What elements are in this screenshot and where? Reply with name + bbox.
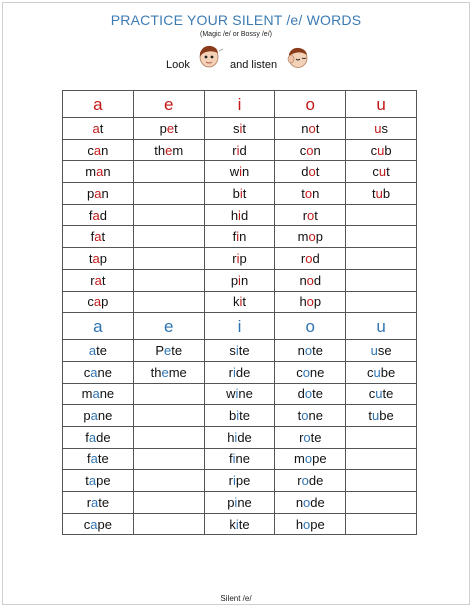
long-word-cell: cone: [275, 361, 346, 383]
page-subtitle: (Magic /e/ or Bossy /e/): [200, 31, 272, 38]
long-word-cell: cane: [63, 361, 134, 383]
long-word-cell: tube: [346, 405, 417, 427]
short-word-cell: cub: [346, 139, 417, 161]
short-word-cell: man: [63, 161, 134, 183]
long-word-cell: mane: [63, 383, 134, 405]
short-word-cell: fad: [63, 204, 134, 226]
long-word-cell: node: [275, 492, 346, 514]
short-word-cell: tub: [346, 183, 417, 205]
short-word-cell: fat: [63, 226, 134, 248]
short-word-cell: ton: [275, 183, 346, 205]
vowel-letter: a: [88, 473, 97, 489]
vowel-letter: o: [304, 451, 313, 467]
page-title: PRACTICE YOUR SILENT /e/ WORDS: [110, 12, 362, 28]
vowel-letter: u: [375, 185, 383, 201]
long-word-cell: use: [346, 340, 417, 362]
vowel-letter: o: [303, 494, 311, 510]
short-word-row: [63, 183, 417, 205]
short-vowel-header: e: [133, 91, 204, 118]
vowel-letter: i: [236, 229, 240, 245]
long-word-cell: dote: [275, 383, 346, 405]
worksheet-page: [2, 2, 470, 605]
vowel-letter: a: [92, 386, 100, 402]
vowel-letter: a: [88, 429, 97, 445]
long-word-cell: theme: [133, 361, 204, 383]
long-word-row: [63, 361, 417, 383]
vowel-letter: a: [90, 408, 98, 424]
short-word-cell: con: [275, 139, 346, 161]
vowel-letter: o: [302, 364, 310, 380]
long-word-cell: tone: [275, 405, 346, 427]
vowel-letter: a: [94, 185, 102, 201]
short-word-cell: sit: [204, 118, 275, 140]
long-word-cell: [133, 492, 204, 514]
short-word-cell: rat: [63, 269, 134, 291]
vowel-letter: o: [304, 343, 313, 359]
vowel-letter: o: [303, 516, 311, 532]
short-word-cell: pan: [63, 183, 134, 205]
vowel-letter: i: [232, 451, 236, 467]
short-word-cell: rip: [204, 248, 275, 270]
short-word-row: [63, 161, 417, 183]
short-vowel-header: u: [346, 91, 417, 118]
vowel-letter: o: [308, 120, 316, 136]
long-word-cell: [133, 383, 204, 405]
vowel-letter: i: [239, 294, 243, 310]
page-footer: Silent /e/: [220, 594, 252, 603]
short-word-row: [63, 269, 417, 291]
short-word-cell: fin: [204, 226, 275, 248]
long-word-cell: [346, 470, 417, 492]
short-word-row: [63, 291, 417, 313]
vowel-letter: i: [236, 250, 240, 266]
short-word-row: [63, 248, 417, 270]
vowel-letter: e: [161, 364, 169, 380]
long-word-row: [63, 492, 417, 514]
long-vowel-header: i: [204, 313, 275, 340]
long-vowel-header-row: [63, 313, 417, 340]
vowel-letter: u: [372, 408, 380, 424]
short-word-cell: at: [63, 118, 134, 140]
vowel-letter: o: [305, 250, 313, 266]
short-word-cell: [133, 226, 204, 248]
short-word-cell: us: [346, 118, 417, 140]
long-vowel-header: u: [346, 313, 417, 340]
long-word-cell: wine: [204, 383, 275, 405]
long-word-cell: [133, 470, 204, 492]
vowel-letter: o: [301, 473, 309, 489]
short-word-cell: can: [63, 139, 134, 161]
vowel-letter: a: [90, 364, 98, 380]
long-word-cell: [346, 492, 417, 514]
vowel-letter: a: [96, 164, 104, 180]
short-word-cell: not: [275, 118, 346, 140]
long-word-cell: pane: [63, 405, 134, 427]
vowel-letter: i: [234, 429, 238, 445]
long-word-cell: bite: [204, 405, 275, 427]
short-word-cell: pin: [204, 269, 275, 291]
short-word-cell: hop: [275, 291, 346, 313]
vowel-letter: a: [92, 250, 100, 266]
long-word-cell: [346, 426, 417, 448]
long-vowel-header: e: [133, 313, 204, 340]
vowel-letter: i: [235, 516, 239, 532]
vowel-letter: i: [235, 386, 239, 402]
short-word-cell: dot: [275, 161, 346, 183]
vowel-letter: u: [375, 386, 383, 402]
short-word-cell: [346, 291, 417, 313]
long-word-cell: Pete: [133, 340, 204, 362]
vowel-letter: i: [232, 473, 236, 489]
long-word-cell: ate: [63, 340, 134, 362]
long-vowel-header: o: [275, 313, 346, 340]
short-word-cell: [133, 183, 204, 205]
long-word-cell: site: [204, 340, 275, 362]
short-word-cell: [133, 204, 204, 226]
boy-face-icon: [197, 43, 225, 74]
short-word-cell: win: [204, 161, 275, 183]
short-word-cell: bit: [204, 183, 275, 205]
short-word-cell: mop: [275, 226, 346, 248]
long-word-cell: [133, 513, 204, 535]
vowel-letter: u: [374, 120, 382, 136]
vowel-letter: i: [236, 408, 240, 424]
long-word-cell: fade: [63, 426, 134, 448]
short-word-row: [63, 226, 417, 248]
vowel-letter: e: [163, 343, 172, 359]
vowel-letter: o: [306, 272, 314, 288]
vowel-letter: o: [306, 142, 314, 158]
vowel-letter: i: [238, 272, 241, 288]
long-word-cell: pine: [204, 492, 275, 514]
long-word-cell: rote: [275, 426, 346, 448]
short-word-cell: rid: [204, 139, 275, 161]
long-word-cell: mope: [275, 448, 346, 470]
long-word-cell: [133, 448, 204, 470]
vowel-letter: o: [307, 207, 315, 223]
listen-label: and listen: [230, 59, 278, 71]
vowel-letter: u: [377, 142, 385, 158]
long-word-row: [63, 513, 417, 535]
short-word-cell: cap: [63, 291, 134, 313]
short-word-cell: pet: [133, 118, 204, 140]
long-word-cell: tape: [63, 470, 134, 492]
short-vowel-header-row: [63, 91, 417, 118]
vowel-letter: o: [304, 185, 313, 201]
short-word-cell: [346, 269, 417, 291]
long-word-row: [63, 448, 417, 470]
long-word-cell: hope: [275, 513, 346, 535]
short-word-cell: kit: [204, 291, 275, 313]
long-word-cell: ripe: [204, 470, 275, 492]
long-word-cell: note: [275, 340, 346, 362]
long-word-cell: [133, 405, 204, 427]
vowel-letter: a: [92, 120, 100, 136]
vowel-letter: a: [90, 451, 98, 467]
long-word-row: [63, 426, 417, 448]
short-word-cell: [133, 161, 204, 183]
long-word-row: [63, 383, 417, 405]
short-word-cell: rod: [275, 248, 346, 270]
vowel-letter: u: [378, 164, 387, 180]
long-word-row: [63, 405, 417, 427]
vowel-letter: i: [236, 142, 240, 158]
vowel-letter: i: [239, 185, 243, 201]
vowel-letter: u: [370, 343, 378, 359]
vowel-letter: a: [88, 343, 97, 359]
vowel-letter: a: [94, 229, 102, 245]
long-word-cell: kite: [204, 513, 275, 535]
long-word-cell: hide: [204, 426, 275, 448]
vowel-letter: i: [239, 164, 243, 180]
long-word-cell: rate: [63, 492, 134, 514]
short-word-cell: [133, 291, 204, 313]
vowel-letter: i: [235, 343, 239, 359]
vowel-letter: a: [94, 272, 102, 288]
short-word-cell: [346, 248, 417, 270]
short-word-cell: tap: [63, 248, 134, 270]
boy-listening-icon: [285, 45, 311, 74]
vowel-letter: u: [373, 364, 381, 380]
long-word-cell: cube: [346, 361, 417, 383]
short-vowel-header: i: [204, 91, 275, 118]
short-word-cell: them: [133, 139, 204, 161]
long-word-cell: [133, 426, 204, 448]
long-word-cell: [346, 513, 417, 535]
short-word-row: [63, 204, 417, 226]
vowel-letter: o: [308, 229, 316, 245]
vowel-letter: a: [93, 294, 102, 310]
vowel-letter: o: [303, 429, 311, 445]
word-table: [62, 90, 417, 535]
long-word-cell: ride: [204, 361, 275, 383]
short-word-cell: [133, 248, 204, 270]
vowel-letter: i: [234, 494, 238, 510]
long-word-cell: fate: [63, 448, 134, 470]
long-word-row: [63, 470, 417, 492]
vowel-letter: i: [239, 120, 243, 136]
long-word-cell: [346, 448, 417, 470]
long-word-cell: cute: [346, 383, 417, 405]
short-word-cell: rot: [275, 204, 346, 226]
short-word-cell: nod: [275, 269, 346, 291]
vowel-letter: e: [165, 142, 173, 158]
look-label: Look: [166, 59, 190, 71]
vowel-letter: o: [308, 164, 316, 180]
vowel-letter: i: [232, 364, 236, 380]
vowel-letter: a: [93, 142, 102, 158]
short-word-cell: [346, 226, 417, 248]
vowel-letter: a: [90, 516, 98, 532]
short-word-row: [63, 118, 417, 140]
long-vowel-header: a: [63, 313, 134, 340]
short-word-cell: hid: [204, 204, 275, 226]
vowel-letter: o: [306, 294, 314, 310]
vowel-letter: o: [304, 386, 313, 402]
long-word-cell: cape: [63, 513, 134, 535]
vowel-letter: a: [92, 207, 100, 223]
long-word-cell: rode: [275, 470, 346, 492]
long-word-row: [63, 340, 417, 362]
short-word-cell: [346, 204, 417, 226]
short-vowel-header: a: [63, 91, 134, 118]
long-word-cell: fine: [204, 448, 275, 470]
short-word-cell: cut: [346, 161, 417, 183]
short-vowel-header: o: [275, 91, 346, 118]
vowel-letter: i: [238, 207, 241, 223]
vowel-letter: o: [301, 408, 309, 424]
short-word-row: [63, 139, 417, 161]
short-word-cell: [133, 269, 204, 291]
vowel-letter: e: [166, 120, 175, 136]
vowel-letter: a: [91, 494, 99, 510]
